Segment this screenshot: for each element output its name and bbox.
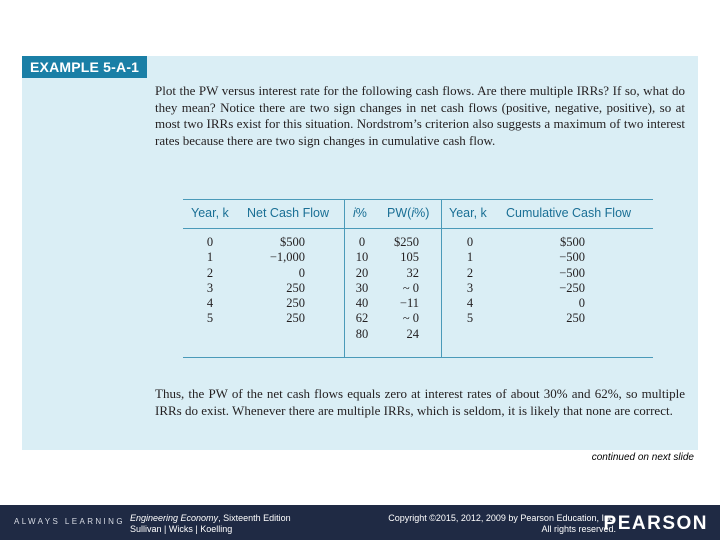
table-cell-net-cash-flow: −1,000 bbox=[269, 250, 305, 265]
header-interest-rate-suffix: % bbox=[355, 206, 367, 220]
present-worth-column bbox=[381, 235, 419, 342]
net-cash-flow-column bbox=[243, 235, 305, 327]
table-cell-cumulative-cash-flow: 0 bbox=[578, 296, 585, 311]
intro-paragraph: Plot the PW versus interest rate for the following cash flows. Are there multiple IRRs? If so, what do they mean? Notice there are two sign changes in net cash flows (positive, negative, positive), so at most two IRRs exist for this situation. Nordstrom’s criterion also suggests a maximum of two interest rates because there are two sign changes in cumulative cash flow. bbox=[155, 83, 685, 148]
table-cell-year: 4 bbox=[466, 296, 474, 311]
year-k-column bbox=[197, 235, 223, 327]
table-cell-net-cash-flow: 0 bbox=[298, 265, 305, 280]
column-divider bbox=[344, 200, 345, 357]
continued-note: continued on next slide bbox=[591, 452, 694, 463]
book-edition: , Sixteenth Edition bbox=[218, 513, 291, 523]
column-divider bbox=[441, 200, 442, 357]
table-cell-year: 0 bbox=[206, 235, 214, 249]
table-cell-cumulative-cash-flow: $500 bbox=[560, 235, 585, 249]
table-cell-interest-rate: 20 bbox=[355, 265, 369, 280]
table-cell-interest-rate: 0 bbox=[358, 235, 366, 249]
copyright-line: Copyright ©2015, 2012, 2009 by Pearson Education, Inc. bbox=[388, 513, 616, 523]
table-cell-interest-rate: 62 bbox=[355, 311, 369, 326]
header-pw-suffix: %) bbox=[414, 206, 430, 220]
table-cell-present-worth: 32 bbox=[406, 265, 419, 280]
table-cell-present-worth: ~ 0 bbox=[402, 311, 419, 326]
table-cell-interest-rate: 80 bbox=[355, 326, 369, 341]
table-cell-year: 0 bbox=[466, 235, 474, 249]
header-cumulative-cash-flow: Cumulative Cash Flow bbox=[506, 206, 632, 220]
book-title: Engineering Economy bbox=[130, 513, 219, 523]
cash-flow-table bbox=[183, 199, 653, 358]
table-cell-present-worth: −11 bbox=[399, 296, 419, 311]
copyright-notice bbox=[388, 513, 616, 535]
table-cell-net-cash-flow: 250 bbox=[286, 296, 305, 311]
header-pw-var: i bbox=[411, 206, 415, 220]
year-k-column-2 bbox=[457, 235, 483, 327]
header-interest-rate bbox=[353, 206, 367, 220]
table-cell-year: 2 bbox=[206, 265, 214, 280]
table-cell-present-worth: $250 bbox=[394, 235, 419, 249]
pearson-logo: PEARSON bbox=[603, 513, 708, 534]
table-cell-present-worth: ~ 0 bbox=[402, 280, 419, 295]
table-cell-interest-rate: 40 bbox=[355, 296, 369, 311]
table-cell-year: 5 bbox=[206, 311, 214, 326]
footer-bar bbox=[0, 505, 720, 540]
table-cell-year: 1 bbox=[466, 250, 474, 265]
table-cell-cumulative-cash-flow: −250 bbox=[559, 280, 585, 295]
table-cell-year: 2 bbox=[466, 265, 474, 280]
cumulative-cash-flow-column bbox=[523, 235, 585, 327]
book-authors: Sullivan | Wicks | Koelling bbox=[130, 524, 233, 534]
always-learning-tagline: ALWAYS LEARNING bbox=[14, 517, 125, 526]
table-cell-year: 3 bbox=[466, 280, 474, 295]
table-cell-cumulative-cash-flow: −500 bbox=[559, 265, 585, 280]
table-cell-present-worth: 105 bbox=[400, 250, 419, 265]
rights-line: All rights reserved. bbox=[541, 524, 616, 534]
header-year-k: Year, k bbox=[191, 206, 229, 220]
table-cell-net-cash-flow: $500 bbox=[280, 235, 305, 249]
book-info bbox=[130, 513, 291, 535]
header-present-worth bbox=[387, 206, 429, 220]
table-cell-net-cash-flow: 250 bbox=[286, 280, 305, 295]
table-cell-year: 4 bbox=[206, 296, 214, 311]
example-label: EXAMPLE 5-A-1 bbox=[22, 56, 147, 78]
table-cell-present-worth: 24 bbox=[406, 326, 419, 341]
table-cell-net-cash-flow: 250 bbox=[286, 311, 305, 326]
header-year-k-2: Year, k bbox=[449, 206, 487, 220]
table-cell-year: 5 bbox=[466, 311, 474, 326]
table-cell-cumulative-cash-flow: −500 bbox=[559, 250, 585, 265]
table-cell-year: 3 bbox=[206, 280, 214, 295]
table-header-row bbox=[183, 200, 653, 229]
header-interest-rate-var: i bbox=[353, 206, 356, 220]
table-cell-interest-rate: 30 bbox=[355, 280, 369, 295]
header-net-cash-flow: Net Cash Flow bbox=[247, 206, 329, 220]
table-cell-cumulative-cash-flow: 250 bbox=[566, 311, 585, 326]
conclusion-paragraph: Thus, the PW of the net cash flows equals zero at interest rates of about 30% and 62%, so multiple IRRs do exist. Whenever there are multiple IRRs, which is seldom, it is likely that none are correct. bbox=[155, 386, 685, 418]
table-cell-year: 1 bbox=[206, 250, 214, 265]
table-cell-interest-rate: 10 bbox=[355, 250, 369, 265]
header-pw-prefix: PW( bbox=[387, 206, 412, 220]
interest-rate-column bbox=[349, 235, 375, 342]
